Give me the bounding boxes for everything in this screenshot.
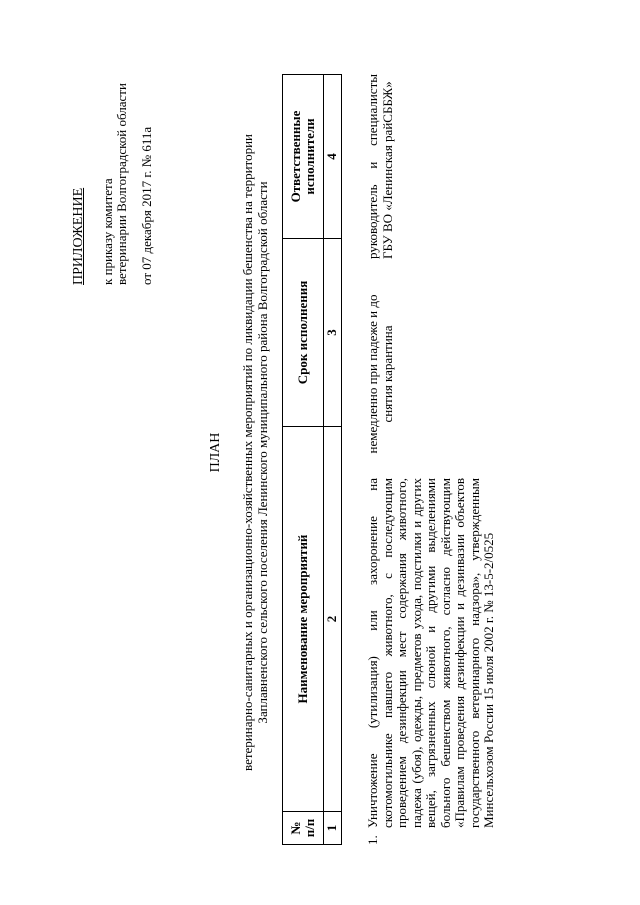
order-reference-line1: к приказу комитета (100, 178, 115, 285)
column-number: 1 (324, 812, 342, 845)
column-number: 4 (324, 75, 342, 239)
order-reference-line2: ветеринарии Волгоградской области (114, 83, 129, 285)
column-number: 2 (324, 427, 342, 812)
table-column-numbers-row (324, 75, 342, 845)
row-action-text: Уничтожение (утилизация) или захоронение на скотомогильнике павшего животного, с последующим проведением дезинфекции мест содержания животного, падежа (убоя), одежды, предметов ухода, подстилки и других вещей, загрязненных слюной и другими выделениями больного бешенством животного, согласно действующим «Правилам проведения дезинфекции и дезинвазии объектов государственного ветеринарного надзора», утвержденным Минсельхозом России 15 июля 2002 г. № 13-5-2/0525 (365, 478, 496, 828)
row-deadline: немедленно при падеже и до снятия карантина (365, 294, 395, 454)
header-action: Наименование мероприятий (283, 427, 324, 812)
plan-subtitle-line2: Заплавненского сельского поселения Ленинского муниципального района Волгоградской области (255, 181, 270, 724)
plan-title: ПЛАН (208, 432, 223, 473)
order-date: от 07 декабря 2017 г. № 611а (139, 126, 154, 285)
header-deadline: Срок исполнения (283, 239, 324, 427)
header-executors: Ответственные исполнители (283, 75, 324, 239)
row-executors: руководитель и специалисты ГБУ ВО «Ленинская райСББЖ» (365, 74, 395, 259)
plan-table (282, 74, 342, 845)
plan-subtitle-line1: ветеринарно-санитарных и организационно-хозяйственных мероприятий по ликвидации бешенства на территории (240, 134, 255, 771)
header-number: № п/п (283, 812, 324, 845)
column-number: 3 (324, 239, 342, 427)
appendix-title: ПРИЛОЖЕНИЕ (71, 187, 86, 285)
table-header-row (283, 75, 324, 845)
row-number: 1. (365, 835, 380, 845)
